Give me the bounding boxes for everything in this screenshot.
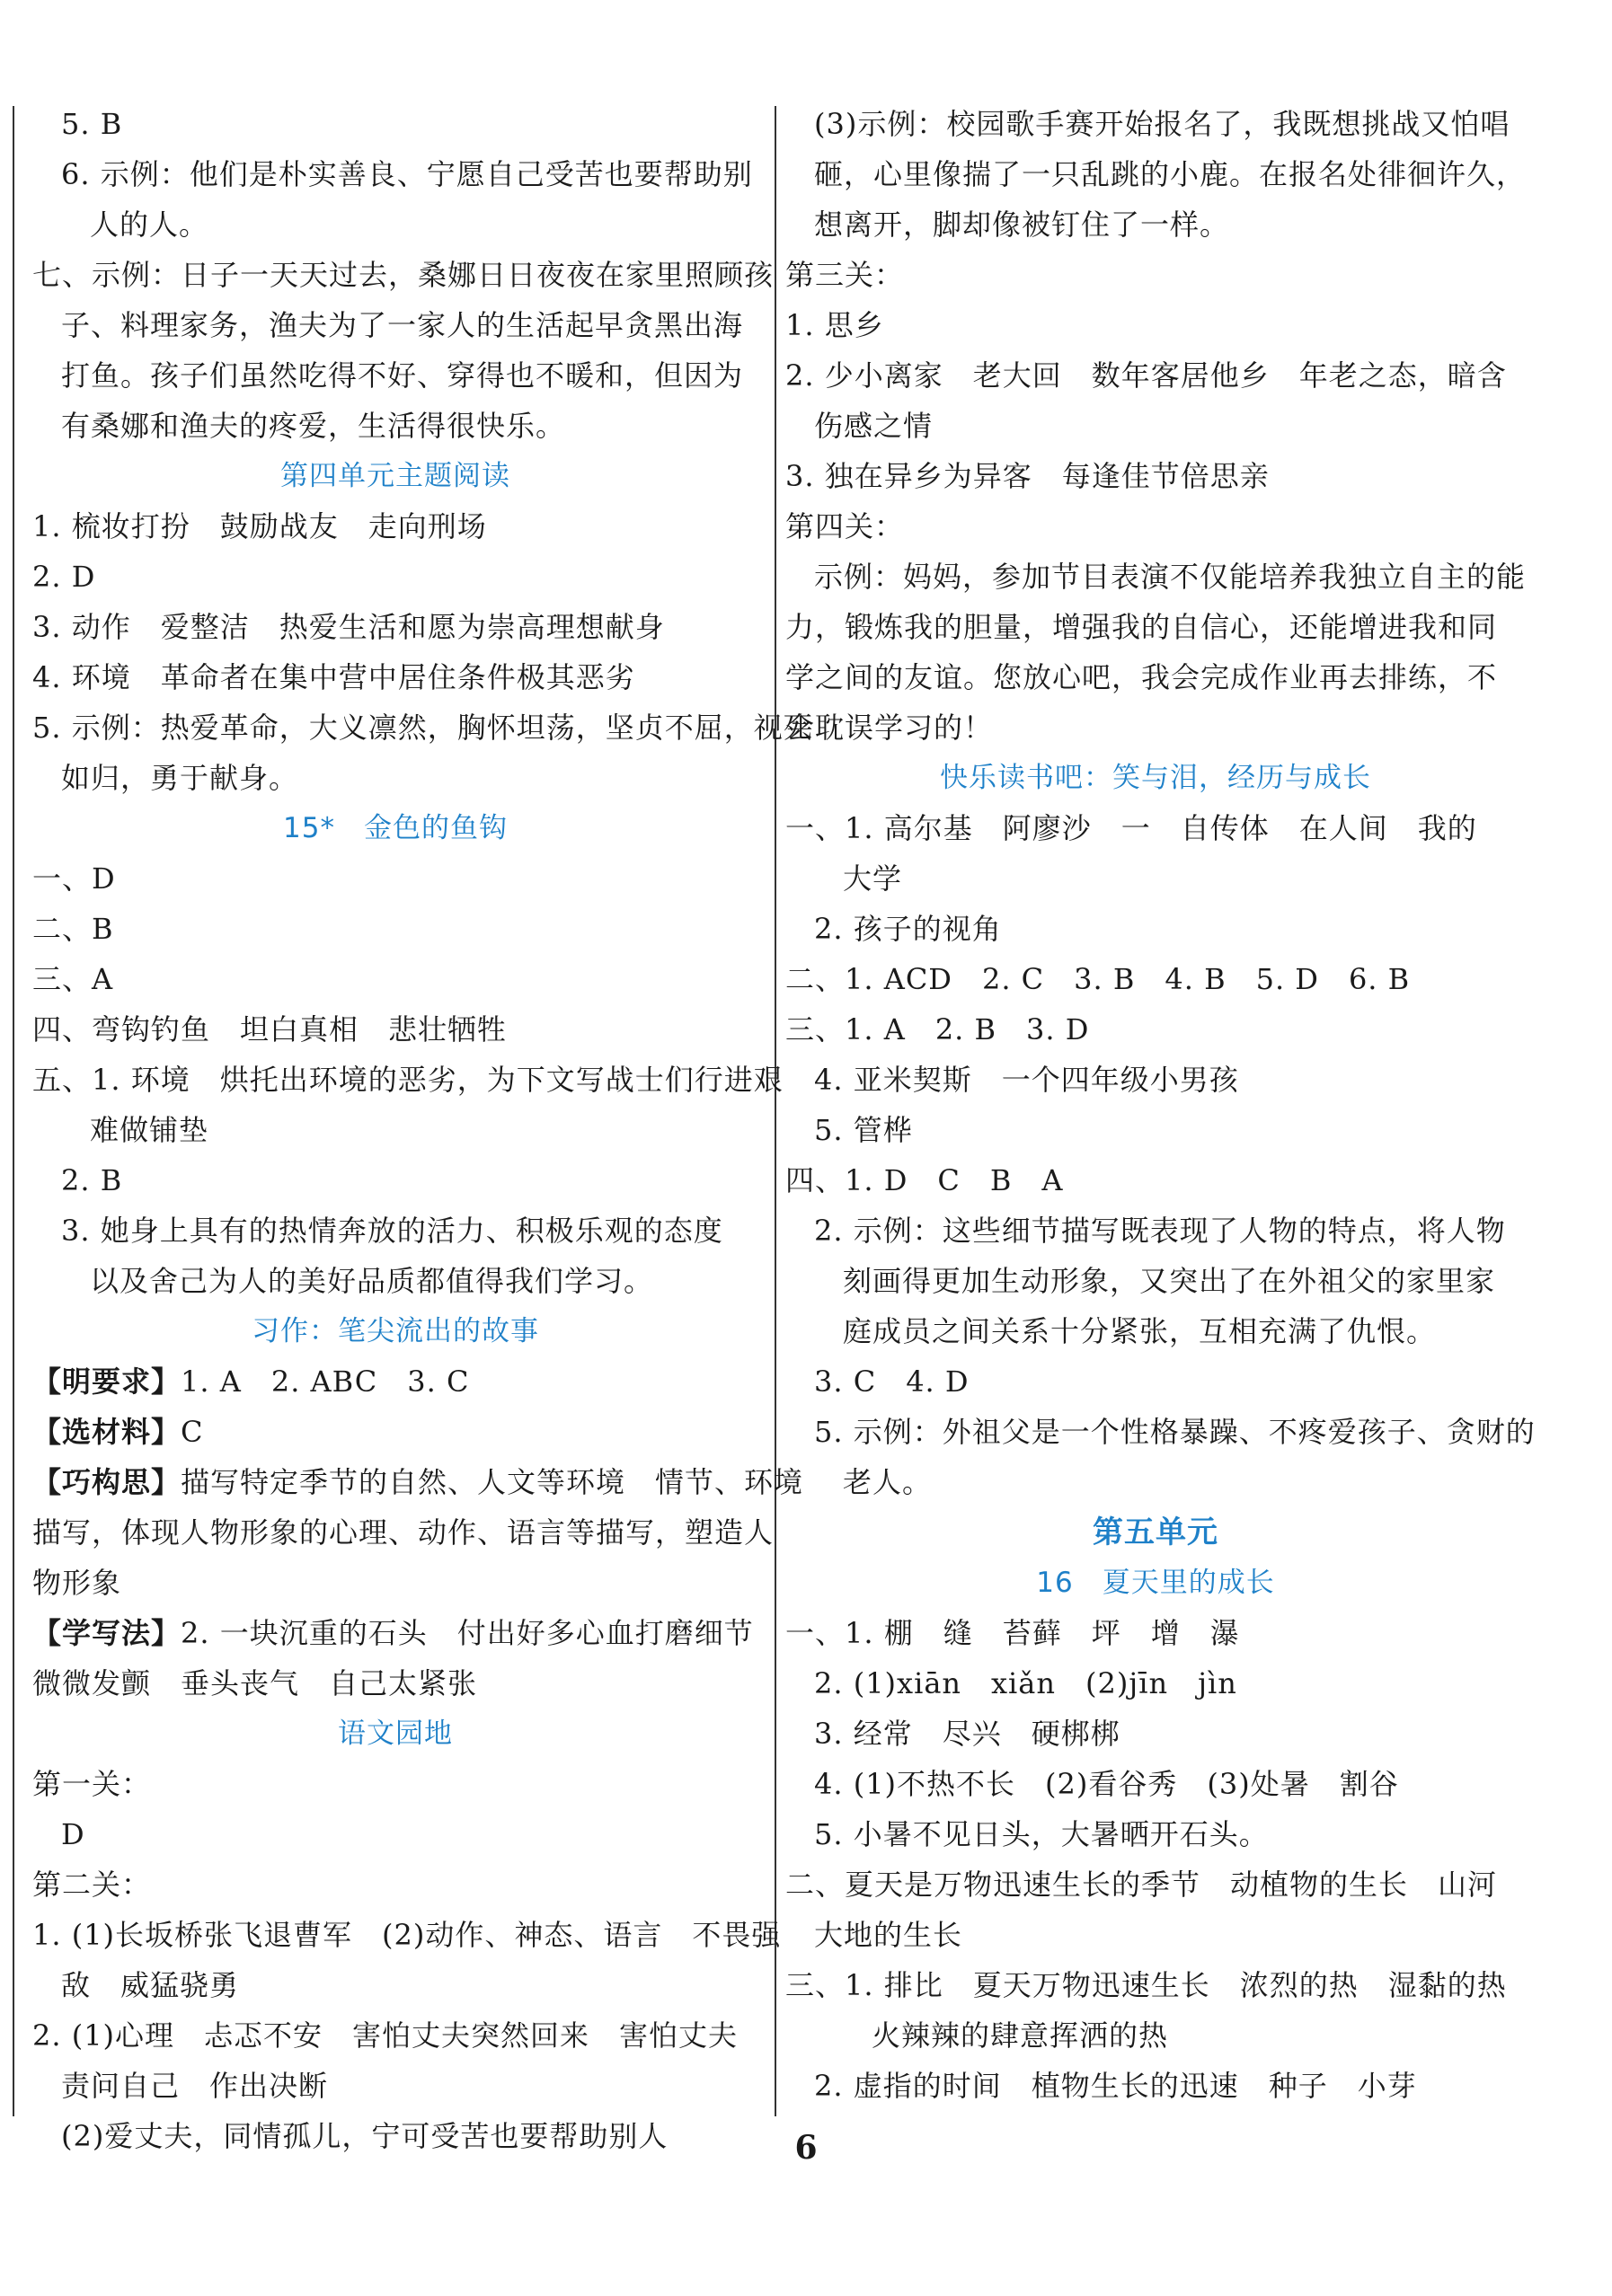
answer-line: 三、1. 排比 夏天万物迅速生长 浓烈的热 湿黏的热 (785, 1968, 1507, 2002)
answer-line: 庭成员之间关系十分紧张，互相充满了仇恨。 (843, 1314, 1437, 1348)
answer-line: 七、示例：日子一天天过去，桑娜日日夜夜在家里照顾孩 (32, 258, 775, 292)
answer-line: 3. C 4. D (814, 1364, 970, 1399)
answer-line: 敌 威猛骁勇 (61, 1968, 240, 2002)
section-heading: 语文园地 (338, 1718, 453, 1750)
answer-line: 老人。 (843, 1465, 933, 1499)
answer-line: 物形象 (32, 1566, 122, 1600)
answer-line: 1. 梳妆打扮 鼓励战友 走向刑场 (32, 509, 487, 543)
answer-line: 4. 亚米契斯 一个四年级小男孩 (814, 1063, 1239, 1097)
line-tag: 【学写法】 (32, 1616, 182, 1650)
answer-line: 四、1. D C B A (785, 1163, 1064, 1197)
line-text: 1. A 2. ABC 3. C (181, 1364, 470, 1399)
answer-line: 3. 经常 尽兴 硬梆梆 (814, 1717, 1120, 1751)
answer-line: 5. 小暑不见日头，大暑晒开石头。 (814, 1817, 1269, 1851)
answer-line: 三、A (32, 962, 114, 996)
answer-line: 2. 孩子的视角 (814, 912, 1002, 946)
answer-line: 3. 动作 爱整洁 热爱生活和愿为崇高理想献身 (32, 610, 665, 644)
answer-line: 责问自己 作出决断 (61, 2069, 329, 2103)
answer-line: 5. B (61, 107, 123, 141)
answer-line: 如归，勇于献身。 (61, 761, 299, 795)
section-heading: 16 夏天里的成长 (1036, 1567, 1275, 1599)
answer-line: 5. 示例：外祖父是一个性格暴躁、不疼爱孩子、贪财的 (814, 1415, 1536, 1449)
section-heading: 15* 金色的鱼钩 (283, 812, 508, 844)
answer-line: 第二关： (32, 1868, 152, 1902)
answer-line: (2)爱丈夫，同情孤儿，宁可受苦也要帮助别人 (61, 2119, 669, 2153)
line-text: 描写特定季节的自然、人文等环境 情节、环境 (181, 1465, 804, 1499)
answer-line: 力，锻炼我的胆量，增强我的自信心，还能增进我和同 (785, 610, 1498, 644)
answer-line: 五、1. 环境 烘托出环境的恶劣，为下文写战士们行进艰 (32, 1063, 784, 1097)
answer-line: 第四关： (785, 509, 905, 543)
answer-line: 大地的生长 (814, 1918, 963, 1952)
answer-line: 4. 环境 革命者在集中营中居住条件极其恶劣 (32, 660, 635, 694)
line-tag: 【选材料】 (32, 1415, 182, 1449)
answer-line: 2. 少小离家 老大回 数年客居他乡 年老之态，暗含 (785, 358, 1507, 393)
answer-line: 2. 虚指的时间 植物生长的迅速 种子 小芽 (814, 2069, 1417, 2103)
left-margin-rule (13, 106, 14, 2116)
answer-line: 3. 她身上具有的热情奔放的活力、积极乐观的态度 (61, 1214, 723, 1248)
answer-line: 一、D (32, 861, 116, 896)
answer-line: 一、1. 高尔基 阿廖沙 一 自传体 在人间 我的 (785, 811, 1477, 845)
tagged-line (32, 1414, 204, 1450)
answer-line: 第三关： (785, 258, 905, 292)
answer-line: 学之间的友谊。您放心吧，我会完成作业再去排练，不 (785, 660, 1498, 694)
answer-line: 5. 管桦 (814, 1113, 913, 1147)
answer-line: 描写，体现人物形象的心理、动作、语言等描写，塑造人 (32, 1515, 775, 1550)
answer-line: 砸，心里像揣了一只乱跳的小鹿。在报名处徘徊许久， (814, 157, 1527, 191)
line-text: C (181, 1415, 204, 1449)
answer-line: 二、1. ACD 2. C 3. B 4. B 5. D 6. B (785, 962, 1411, 996)
answer-line: D (61, 1817, 85, 1851)
tagged-line (32, 1364, 469, 1400)
column-divider (775, 106, 776, 2116)
answer-line: 有桑娜和渔夫的疼爱，生活得很快乐。 (61, 409, 566, 443)
answer-line: 二、B (32, 912, 114, 946)
answer-line: 微微发颤 垂头丧气 自己太紧张 (32, 1666, 478, 1700)
answer-line: 4. (1)不热不长 (2)看谷秀 (3)处暑 割谷 (814, 1767, 1399, 1801)
answer-line: 三、1. A 2. B 3. D (785, 1012, 1090, 1046)
answer-line: 刻画得更加生动形象，又突出了在外祖父的家里家 (843, 1264, 1496, 1298)
answer-line: 3. 独在异乡为异客 每逢佳节倍思亲 (785, 459, 1270, 493)
section-heading: 第五单元 (1093, 1514, 1218, 1550)
answer-line: (3)示例：校园歌手赛开始报名了，我既想挑战又怕唱 (814, 107, 1510, 141)
answer-line: 2. D (32, 560, 96, 594)
answer-line: 2. (1)xiān xiǎn (2)jīn jìn (814, 1666, 1237, 1700)
answer-line: 1. 思乡 (785, 308, 884, 342)
answer-line: 难做铺垫 (90, 1113, 209, 1147)
answer-line: 伤感之情 (814, 409, 934, 443)
answer-line: 打鱼。孩子们虽然吃得不好、穿得也不暖和，但因为 (61, 358, 744, 393)
answer-line: 2. B (61, 1163, 123, 1197)
answer-line: 会耽误学习的！ (785, 711, 994, 745)
tagged-line (32, 1615, 754, 1651)
section-heading: 习作：笔尖流出的故事 (252, 1315, 539, 1347)
line-tag: 【明要求】 (32, 1364, 182, 1399)
section-heading: 快乐读书吧：笑与泪，经历与成长 (940, 762, 1371, 794)
answer-line: 1. (1)长坂桥张飞退曹军 (2)动作、神态、语言 不畏强 (32, 1918, 782, 1952)
answer-line: 大学 (843, 861, 903, 896)
answer-line: 2. (1)心理 忐忑不安 害怕丈夫突然回来 害怕丈夫 (32, 2018, 739, 2053)
answer-line: 5. 示例：热爱革命，大义凛然，胸怀坦荡，坚贞不屈，视死 (32, 711, 813, 745)
answer-line: 一、1. 棚 缝 苔藓 坪 增 瀑 (785, 1616, 1240, 1650)
answer-line: 子、料理家务，渔夫为了一家人的生活起早贪黑出海 (61, 308, 744, 342)
answer-line: 6. 示例：他们是朴实善良、宁愿自己受苦也要帮助别 (61, 157, 753, 191)
answer-line: 火辣辣的肆意挥洒的热 (872, 2018, 1169, 2053)
section-heading: 第四单元主题阅读 (280, 460, 510, 492)
answer-line: 人的人。 (90, 208, 209, 242)
answer-line: 第一关： (32, 1767, 152, 1801)
answer-line: 示例：妈妈，参加节目表演不仅能培养我独立自主的能 (814, 560, 1527, 594)
answer-line: 想离开，脚却像被钉住了一样。 (814, 208, 1230, 242)
answer-line: 以及舍己为人的美好品质都值得我们学习。 (90, 1264, 654, 1298)
answer-line: 四、弯钩钓鱼 坦白真相 悲壮牺牲 (32, 1012, 508, 1046)
answer-line: 2. 示例：这些细节描写既表现了人物的特点，将人物 (814, 1214, 1506, 1248)
line-tag: 【巧构思】 (32, 1465, 182, 1499)
page-number: 6 (794, 2129, 818, 2167)
tagged-line (32, 1464, 803, 1500)
line-text: 2. 一块沉重的石头 付出好多心血打磨细节 (181, 1616, 754, 1650)
answer-line: 二、夏天是万物迅速生长的季节 动植物的生长 山河 (785, 1868, 1498, 1902)
